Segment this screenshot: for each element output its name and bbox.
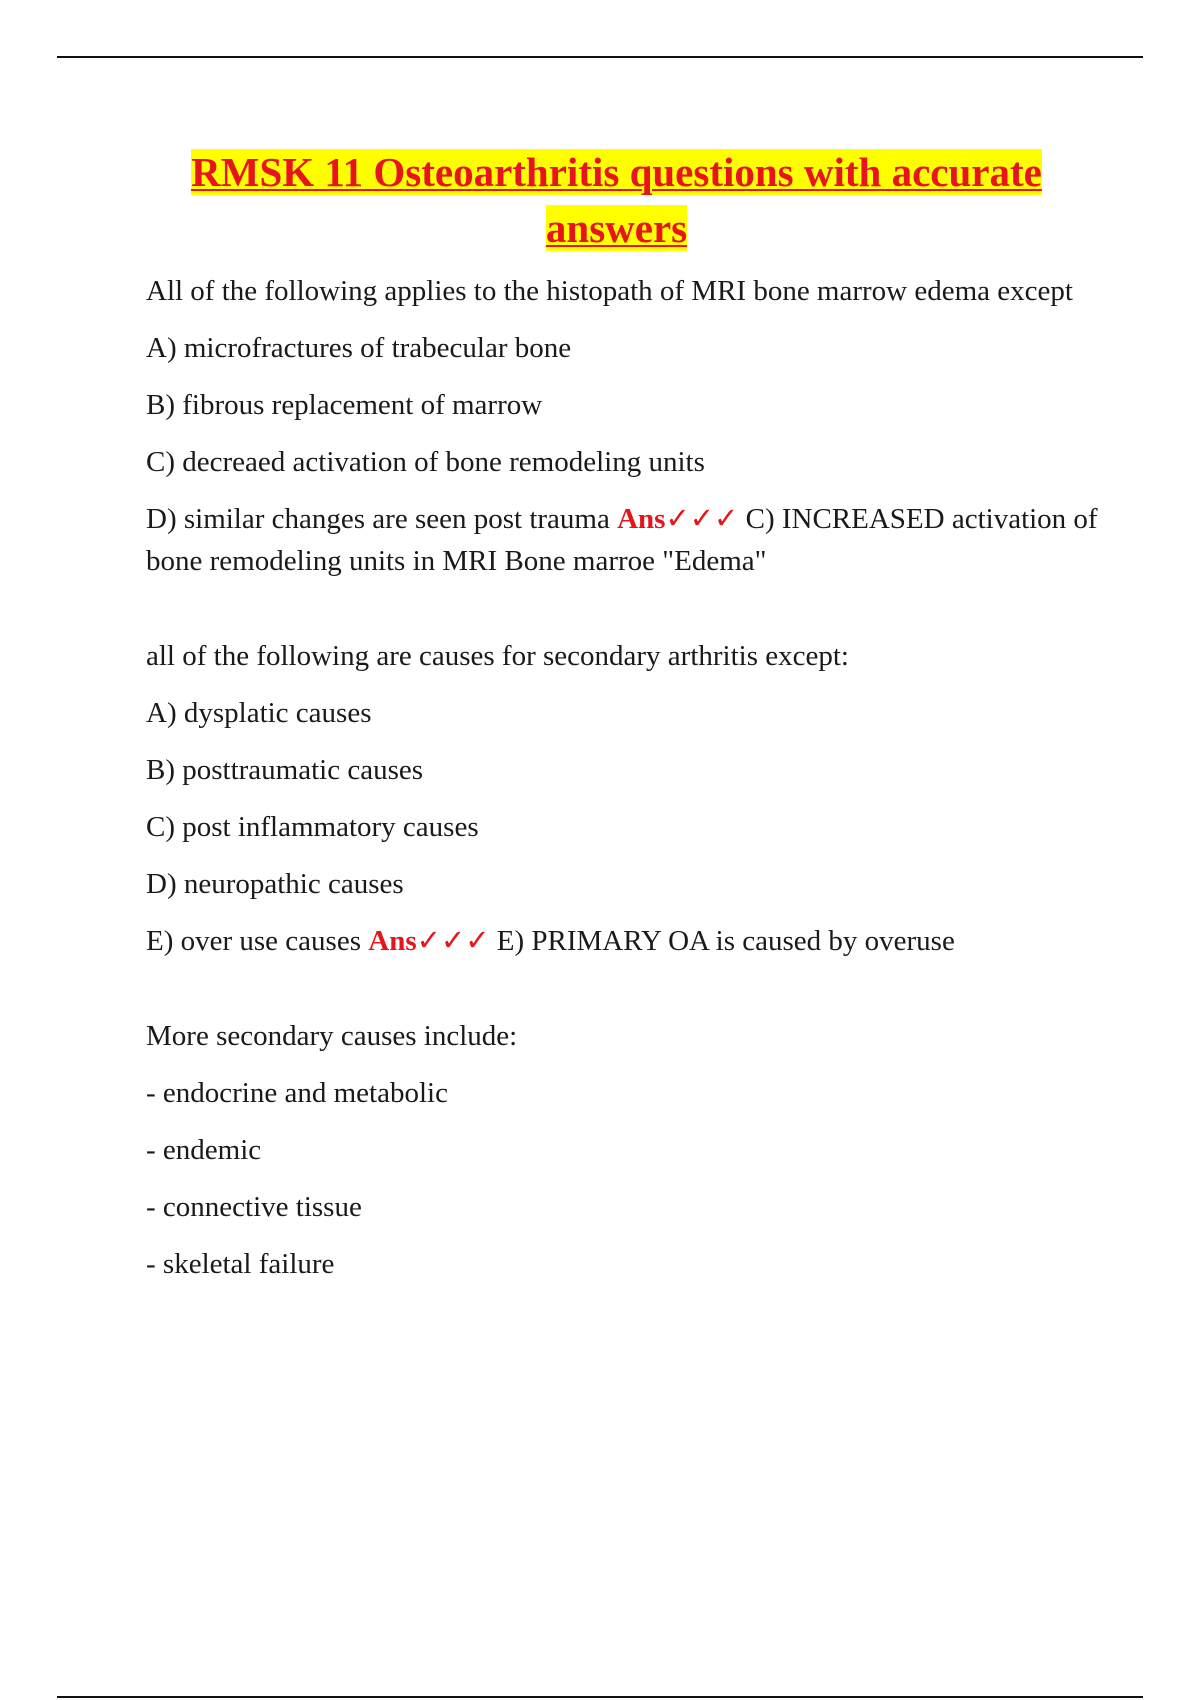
question-1-option-d: D) similar changes are seen post trauma xyxy=(146,503,610,535)
header-rule xyxy=(57,56,1143,58)
document-title xyxy=(120,144,1113,256)
question-2-option-c: C) post inflammatory causes xyxy=(146,811,479,843)
question-1-option-c: C) decreaed activation of bone remodeling units xyxy=(146,446,705,478)
notes-item: - endemic xyxy=(146,1134,262,1166)
spacer xyxy=(146,597,1106,635)
document-title-text: RMSK 11 Osteoarthritis questions with accurate answers xyxy=(191,149,1042,251)
question-2-answer: E) PRIMARY OA is caused by overuse xyxy=(489,925,955,957)
footer-rule xyxy=(57,1696,1143,1698)
question-2-stem: all of the following are causes for secondary arthritis except: xyxy=(146,640,849,672)
question-2-option-e-with-answer xyxy=(146,920,1106,962)
document-body xyxy=(146,270,1106,1300)
question-2-option-a: A) dysplatic causes xyxy=(146,697,372,729)
notes-heading: More secondary causes include: xyxy=(146,1020,518,1052)
check-marks-icon: ✓✓✓ xyxy=(665,503,739,535)
question-2-option-e: E) over use causes xyxy=(146,925,361,957)
question-2-option-d: D) neuropathic causes xyxy=(146,868,404,900)
question-1-option-b: B) fibrous replacement of marrow xyxy=(146,389,543,421)
answer-marker: Ans xyxy=(617,503,666,535)
question-2-option-b: B) posttraumatic causes xyxy=(146,754,424,786)
question-1-answer: C) INCREASED activation of bone remodeling units in MRI Bone marroe "Edema" xyxy=(146,503,1098,577)
check-marks-icon: ✓✓✓ xyxy=(416,925,490,957)
spacer xyxy=(146,977,1106,1015)
question-1-stem: All of the following applies to the histopath of MRI bone marrow edema except xyxy=(146,275,1073,307)
notes-item: - skeletal failure xyxy=(146,1248,335,1280)
question-1-option-d-with-answer xyxy=(146,498,1106,582)
notes-item: - endocrine and metabolic xyxy=(146,1077,448,1109)
answer-marker: Ans xyxy=(368,925,417,957)
question-1-option-a: A) microfractures of trabecular bone xyxy=(146,332,572,364)
notes-item: - connective tissue xyxy=(146,1191,362,1223)
